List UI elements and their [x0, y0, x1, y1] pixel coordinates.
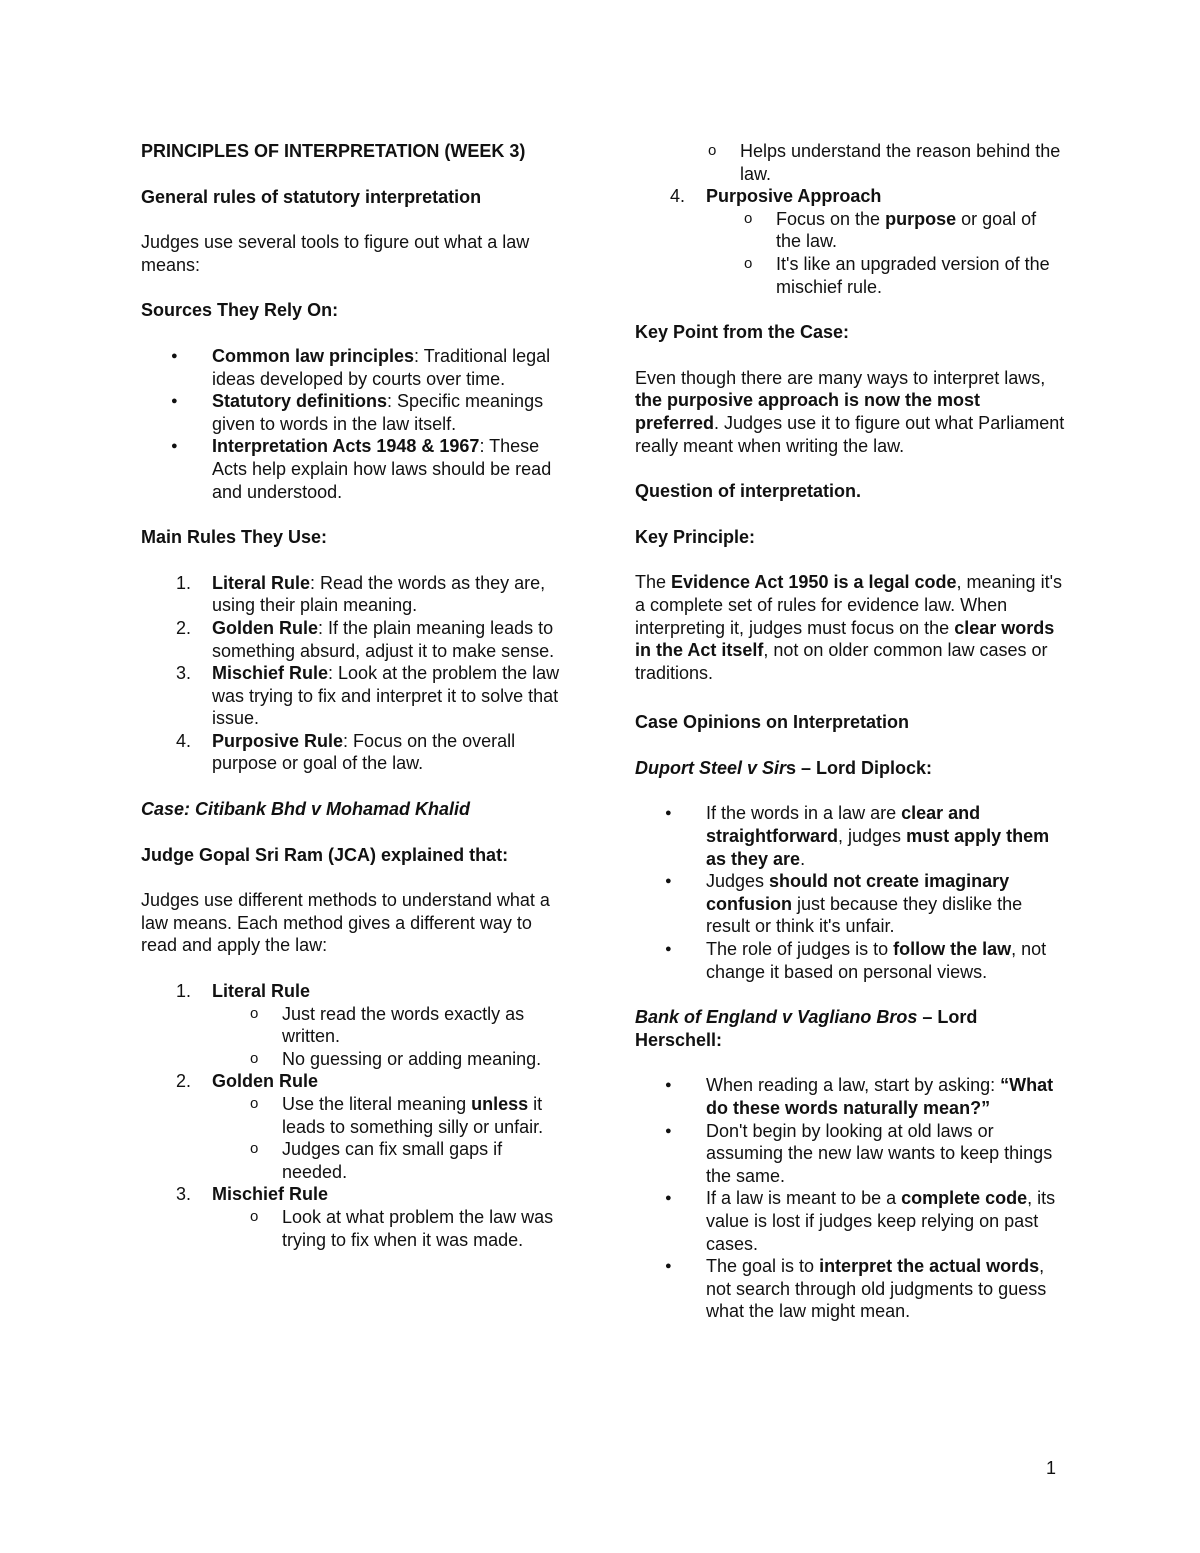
sub-list: [706, 208, 1065, 298]
list-item: 3. Mischief Rule o Look at what problem the law was trying to fix when it was made.: [141, 1183, 566, 1251]
document-title: PRINCIPLES OF INTERPRETATION (WEEK 3): [141, 141, 526, 161]
rules-list: [141, 572, 566, 775]
list-item: 1. Literal Rule: Read the words as they are, using their plain meaning.: [176, 572, 546, 616]
sub-list-item: o Use the literal meaning unless it leads to something silly or unfair.: [212, 1093, 566, 1138]
page-number: 1: [1046, 1458, 1057, 1478]
sub-list-item: o Look at what problem the law was trying to fix when it was made.: [212, 1206, 566, 1251]
list-item: ● Interpretation Acts 1948 & 1967: These Acts help explain how laws should be read and understood.: [141, 435, 566, 503]
list-item: 2. Golden Rule o Use the literal meaning unless it leads to something silly or unfair. o Judges can fix small gaps if needed.: [141, 1070, 566, 1183]
list-item: ● The goal is to interpret the actual words, not search through old judgments to guess what the law might mean.: [635, 1255, 1065, 1323]
left-column: [141, 140, 566, 1251]
list-item: ● Don't begin by looking at old laws or assuming the new law wants to keep things the same.: [635, 1120, 1065, 1188]
list-item: 2. Golden Rule: If the plain meaning leads to something absurd, adjust it to make sense.: [176, 617, 555, 661]
duport-heading: Duport Steel v Sirs – Lord Diplock:: [635, 757, 933, 778]
keypoint-paragraph: Even though there are many ways to interpret laws, the purposive approach is now the most preferred. Judges use it to figure out what Parliament really meant when writing the law.: [635, 367, 1065, 456]
sources-heading: Sources They Rely On:: [141, 300, 339, 321]
list-item: ● The role of judges is to follow the law, not change it based on personal views.: [635, 938, 1065, 983]
principle-heading: Key Principle:: [635, 526, 756, 547]
sub-list-item: o Judges can fix small gaps if needed.: [212, 1138, 566, 1183]
duport-list: [635, 802, 1065, 983]
rules-heading: Main Rules They Use:: [141, 527, 328, 548]
sub-list-item: o Helps understand the reason behind the law.: [670, 140, 1065, 185]
list-item: ● When reading a law, start by asking: “What do these words naturally mean?”: [635, 1074, 1065, 1119]
list-item: ● Common law principles: Traditional legal ideas developed by courts over time.: [141, 345, 566, 390]
list-item: 4. Purposive Rule: Focus on the overall purpose or goal of the law.: [176, 730, 516, 774]
question-heading: Question of interpretation.: [635, 481, 862, 502]
sub-list: [212, 1003, 566, 1071]
list-item: ● Statutory definitions: Specific meanings given to words in the law itself.: [141, 390, 566, 435]
case-heading: Case: Citibank Bhd v Mohamad Khalid: [141, 799, 471, 820]
methods-list-continued: [635, 185, 1065, 298]
list-item: 1. Literal Rule o Just read the words exactly as written. o No guessing or adding meaning.: [141, 980, 566, 1070]
bank-list: [635, 1074, 1065, 1323]
list-item: ● If a law is meant to be a complete code, its value is lost if judges keep relying on past cases.: [635, 1187, 1065, 1255]
bank-heading: Bank of England v Vagliano Bros – Lord Herschell:: [635, 1007, 978, 1050]
section-subtitle: General rules of statutory interpretation: [141, 186, 482, 207]
principle-paragraph: The Evidence Act 1950 is a legal code, meaning it's a complete set of rules for evidence law. When interpreting it, judges must focus on the clear words in the Act itself, not on older common law cases or traditions.: [635, 572, 1063, 683]
sub-list: [212, 1206, 566, 1251]
judge-paragraph: Judges use different methods to understand what a law means. Each method gives a different way to read and apply the law:: [141, 890, 550, 956]
sub-list: [212, 1093, 566, 1183]
judge-heading: Judge Gopal Sri Ram (JCA) explained that:: [141, 844, 509, 865]
opinions-heading: Case Opinions on Interpretation: [635, 712, 910, 733]
sub-list: [670, 140, 1065, 185]
intro-paragraph: Judges use several tools to figure out what a law means:: [141, 232, 530, 275]
sub-list-item: o It's like an upgraded version of the mischief rule.: [706, 253, 1065, 298]
sources-list: [141, 345, 566, 503]
sub-list-item: o Focus on the purpose or goal of the law.: [706, 208, 1065, 253]
sub-list-item: o No guessing or adding meaning.: [212, 1048, 566, 1071]
list-item: ● If the words in a law are clear and straightforward, judges must apply them as they are.: [635, 802, 1065, 870]
sub-list-item: o Just read the words exactly as written.: [212, 1003, 566, 1048]
right-column: [635, 140, 1065, 1323]
methods-list: [141, 980, 566, 1251]
list-item: ● Judges should not create imaginary confusion just because they dislike the result or think it's unfair.: [635, 870, 1065, 938]
keypoint-heading: Key Point from the Case:: [635, 322, 850, 343]
list-item: 3. Mischief Rule: Look at the problem the law was trying to fix and interpret it to solve that issue.: [176, 663, 560, 729]
list-item: 4. Purposive Approach o Focus on the purpose or goal of the law. o It's like an upgraded version of the mischief rule.: [635, 185, 1065, 298]
